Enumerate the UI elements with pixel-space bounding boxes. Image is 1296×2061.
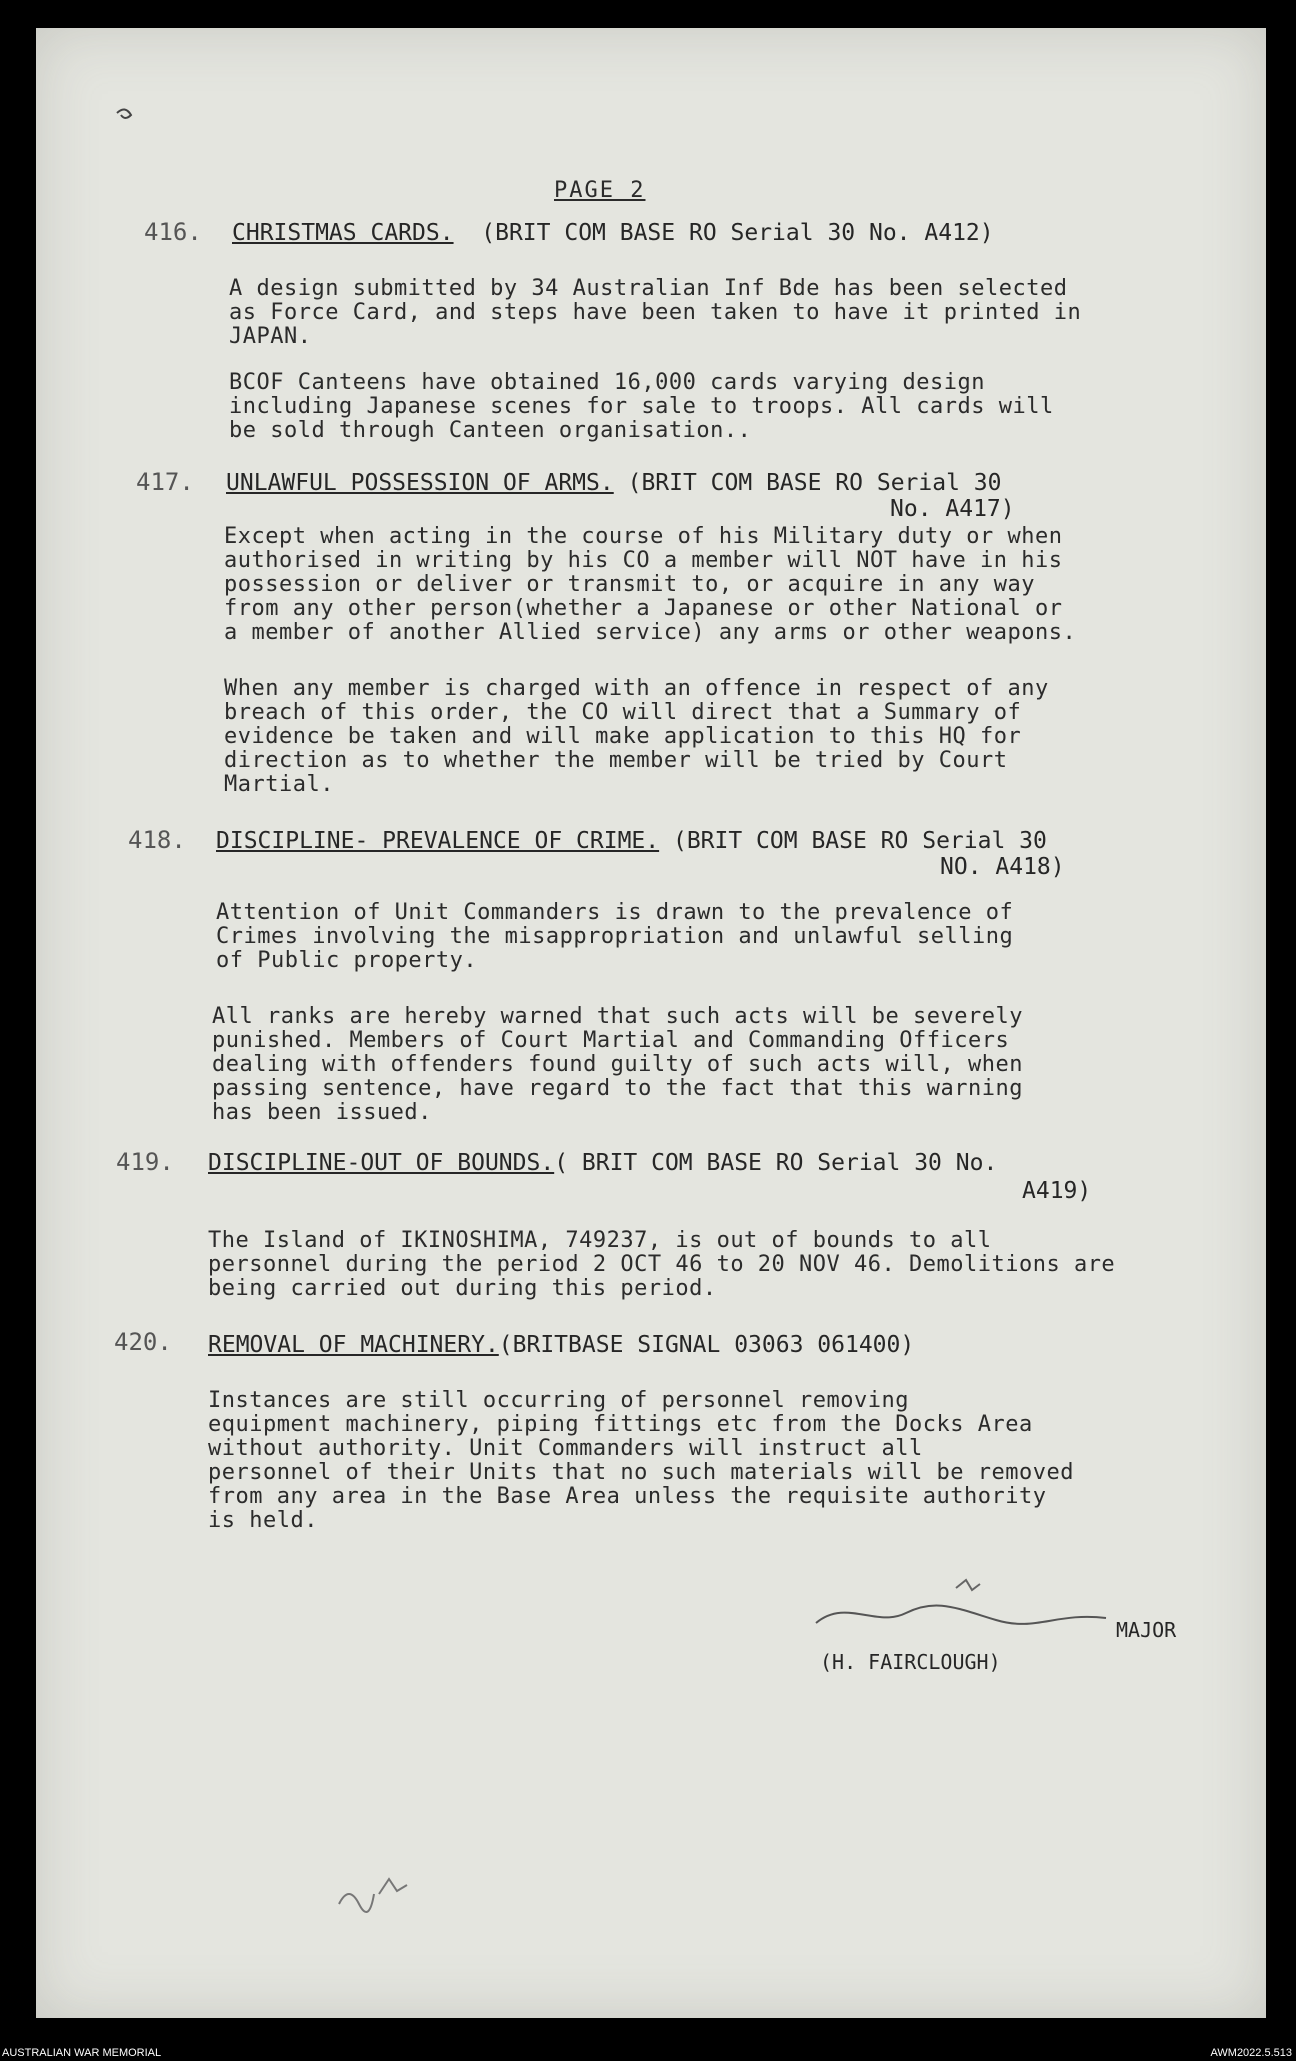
section-reference: A419) bbox=[1022, 1178, 1092, 1204]
paragraph-line: of Public property. bbox=[216, 948, 478, 973]
paragraph-line: A design submitted by 34 Australian Inf Bde has been selected bbox=[229, 276, 1068, 301]
paragraph-line: as Force Card, and steps have been taken to have it printed in bbox=[229, 300, 1082, 325]
paragraph-line: JAPAN. bbox=[229, 324, 312, 349]
document-page bbox=[36, 28, 1266, 2018]
paragraph-line: direction as to whether the member will be tried by Court bbox=[224, 748, 1008, 773]
section-heading: UNLAWFUL POSSESSION OF ARMS. (BRIT COM BASE RO Serial 30 bbox=[226, 470, 1002, 496]
paragraph-line: personnel during the period 2 OCT 46 to 20 NOV 46. Demolitions are bbox=[208, 1252, 1116, 1277]
pencil-mark bbox=[334, 1864, 414, 1924]
paragraph-line: is held. bbox=[208, 1508, 318, 1533]
paragraph-line: Attention of Unit Commanders is drawn to the prevalence of bbox=[216, 900, 1014, 925]
section-number: 416. bbox=[144, 218, 202, 246]
handwritten-signature bbox=[806, 1568, 1146, 1658]
paragraph-line: Crimes involving the misappropriation and unlawful selling bbox=[216, 924, 1014, 949]
paragraph-line: personnel of their Units that no such materials will be removed bbox=[208, 1460, 1074, 1485]
footer-accession-number: AWM2022.5.513 bbox=[1210, 2047, 1292, 2059]
section-heading: DISCIPLINE- PREVALENCE OF CRIME. (BRIT COM BASE RO Serial 30 bbox=[216, 828, 1047, 854]
paragraph-line: evidence be taken and will make application to this HQ for bbox=[224, 724, 1022, 749]
section-heading: REMOVAL OF MACHINERY.(BRITBASE SIGNAL 03063 061400) bbox=[208, 1332, 915, 1358]
paragraph-line: be sold through Canteen organisation.. bbox=[229, 418, 752, 443]
signature-name: (H. FAIRCLOUGH) bbox=[820, 1650, 1001, 1674]
section-number: 417. bbox=[136, 468, 194, 496]
paragraph-line: from any area in the Base Area unless the requisite authority bbox=[208, 1484, 1047, 1509]
section-heading: DISCIPLINE-OUT OF BOUNDS.( BRIT COM BASE RO Serial 30 No. bbox=[208, 1150, 998, 1176]
paragraph-line: Instances are still occurring of personnel removing bbox=[208, 1388, 910, 1413]
paragraph-line: Martial. bbox=[224, 772, 334, 797]
section-number: 419. bbox=[116, 1148, 174, 1176]
paragraph-line: including Japanese scenes for sale to troops. All cards will bbox=[229, 394, 1054, 419]
paragraph-line: All ranks are hereby warned that such acts will be severely bbox=[212, 1004, 1023, 1029]
page-title: PAGE 2 bbox=[554, 178, 646, 203]
paragraph-line: a member of another Allied service) any arms or other weapons. bbox=[224, 620, 1077, 645]
section-reference: NO. A418) bbox=[940, 854, 1065, 880]
footer-institution: AUSTRALIAN WAR MEMORIAL bbox=[2, 2047, 162, 2059]
paragraph-line: without authority. Unit Commanders will instruct all bbox=[208, 1436, 923, 1461]
paragraph-line: has been issued. bbox=[212, 1100, 432, 1125]
section-number: 420. bbox=[114, 1328, 172, 1356]
paragraph-line: BCOF Canteens have obtained 16,000 cards varying design bbox=[229, 370, 985, 395]
paragraph-line: dealing with offenders found guilty of such acts will, when bbox=[212, 1052, 1023, 1077]
pencil-mark bbox=[112, 98, 142, 128]
paragraph-line: equipment machinery, piping fittings etc from the Docks Area bbox=[208, 1412, 1033, 1437]
paragraph-line: The Island of IKINOSHIMA, 749237, is out of bounds to all bbox=[208, 1228, 992, 1253]
paragraph-line: breach of this order, the CO will direct that a Summary of bbox=[224, 700, 1022, 725]
signature-rank: MAJOR bbox=[1116, 1618, 1177, 1642]
section-reference: No. A417) bbox=[890, 496, 1015, 522]
paragraph-line: Except when acting in the course of his Military duty or when bbox=[224, 524, 1063, 549]
paragraph-line: punished. Members of Court Martial and Commanding Officers bbox=[212, 1028, 1010, 1053]
paragraph-line: authorised in writing by his CO a member will NOT have in his bbox=[224, 548, 1063, 573]
paragraph-line: When any member is charged with an offence in respect of any bbox=[224, 676, 1049, 701]
paragraph-line: from any other person(whether a Japanese or other National or bbox=[224, 596, 1063, 621]
section-heading: CHRISTMAS CARDS. (BRIT COM BASE RO Serial 30 No. A412) bbox=[232, 220, 994, 246]
section-number: 418. bbox=[128, 826, 186, 854]
paragraph-line: possession or deliver or transmit to, or acquire in any way bbox=[224, 572, 1035, 597]
paragraph-line: passing sentence, have regard to the fact that this warning bbox=[212, 1076, 1023, 1101]
paragraph-line: being carried out during this period. bbox=[208, 1276, 717, 1301]
